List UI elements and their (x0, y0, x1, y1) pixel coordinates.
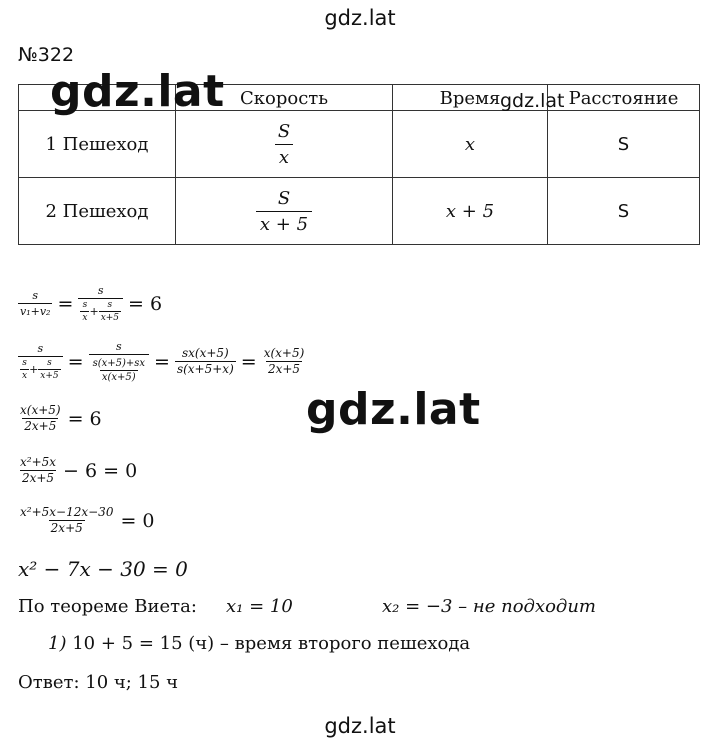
fraction-numerator: s (47, 358, 52, 368)
step-text: 10 + 5 = 15 (ч) – время второго пешехода (72, 633, 471, 654)
equation-rhs: − 6 = 0 (63, 459, 138, 482)
plus-sign: + (29, 363, 39, 376)
equation-rhs: = 6 (67, 407, 102, 430)
distance-cell: S (548, 111, 700, 178)
equals-sign: = (240, 350, 257, 373)
fraction-numerator: S (277, 120, 291, 142)
fraction-numerator: s (37, 342, 44, 355)
distance-cell: S (548, 178, 700, 245)
row-label: 1 Пешеход (19, 111, 176, 178)
row-label: 2 Пешеход (19, 178, 176, 245)
time-cell: x (393, 111, 548, 178)
watermark-header-small: gdz.lat (500, 90, 565, 112)
header-cell-distance: Расстояние (548, 85, 700, 111)
equals-sign: = (57, 292, 74, 315)
fraction-numerator: s(x+5)+sx (92, 358, 146, 369)
fraction-denominator: 2x+5 (24, 419, 57, 433)
table-row (19, 111, 700, 178)
fraction-numerator: S (277, 187, 291, 209)
fraction-denominator: x+5 (100, 313, 120, 323)
fraction-numerator: sx(x+5) (181, 346, 229, 360)
speed-cell (176, 111, 393, 178)
time-cell: x + 5 (393, 178, 548, 245)
root-x2: x₂ = −3 – не подходит (382, 596, 596, 617)
fraction-denominator: x(x+5) (101, 372, 136, 383)
fraction-denominator: 2x+5 (50, 521, 83, 535)
fraction-denominator: x (275, 144, 293, 168)
header-cell-speed: Скорость (176, 85, 393, 111)
plus-sign: + (89, 305, 99, 318)
header-cell-time: Время (393, 85, 548, 111)
equation-5 (18, 506, 160, 535)
equals-sign: = (67, 350, 84, 373)
fraction-numerator: x(x+5) (20, 403, 61, 417)
fraction-numerator: s (107, 300, 113, 310)
watermark-top: gdz.lat (324, 6, 396, 30)
answer-line: Ответ: 10 ч; 15 ч (18, 672, 179, 693)
fraction-denominator: 2x+5 (21, 471, 55, 485)
watermark-middle-big: gdz.lat (306, 384, 481, 435)
speed-fraction (274, 121, 294, 168)
fraction-numerator: x²+5x (20, 455, 57, 469)
fraction-denominator: x + 5 (256, 211, 312, 235)
equals-sign: = (154, 350, 170, 373)
equation-rhs: = 6 (128, 292, 163, 315)
fraction-numerator: s (22, 358, 27, 368)
equation-1 (18, 284, 167, 323)
root-x1: x₁ = 10 (226, 596, 293, 617)
fraction-numerator: s (115, 340, 122, 353)
fraction-denominator: x (82, 313, 88, 323)
equation-3 (18, 404, 107, 433)
fraction-denominator: v₁+v₂ (20, 305, 51, 318)
table-row (19, 178, 700, 245)
fraction-numerator: s (82, 300, 88, 310)
equation-rhs: = 0 (120, 509, 155, 532)
fraction-numerator: x(x+5) (263, 346, 305, 360)
watermark-header-big: gdz.lat (50, 66, 225, 117)
speed-cell (176, 178, 393, 245)
fraction-denominator: x+5 (40, 371, 59, 381)
fraction-denominator: 2x+5 (267, 362, 301, 376)
vieta-label: По теореме Виета: (18, 596, 197, 617)
fraction-numerator: x²+5x−12x−30 (20, 505, 114, 519)
step-number: 1) (48, 633, 67, 654)
equation-4 (18, 456, 142, 485)
fraction-denominator: x (22, 371, 28, 381)
equation-6: x² − 7x − 30 = 0 (18, 557, 188, 581)
watermark-bottom: gdz.lat (324, 714, 396, 738)
fraction-numerator: s (32, 289, 39, 302)
fraction-numerator: s (97, 284, 104, 297)
equation-2 (18, 340, 306, 383)
fraction-denominator (18, 356, 63, 381)
fraction-denominator (89, 354, 149, 383)
problem-number: №322 (18, 44, 75, 66)
fraction-denominator (78, 298, 123, 323)
fraction-denominator: s(x+5+x) (176, 362, 234, 376)
step-1 (48, 633, 470, 654)
speed-fraction (256, 188, 312, 235)
